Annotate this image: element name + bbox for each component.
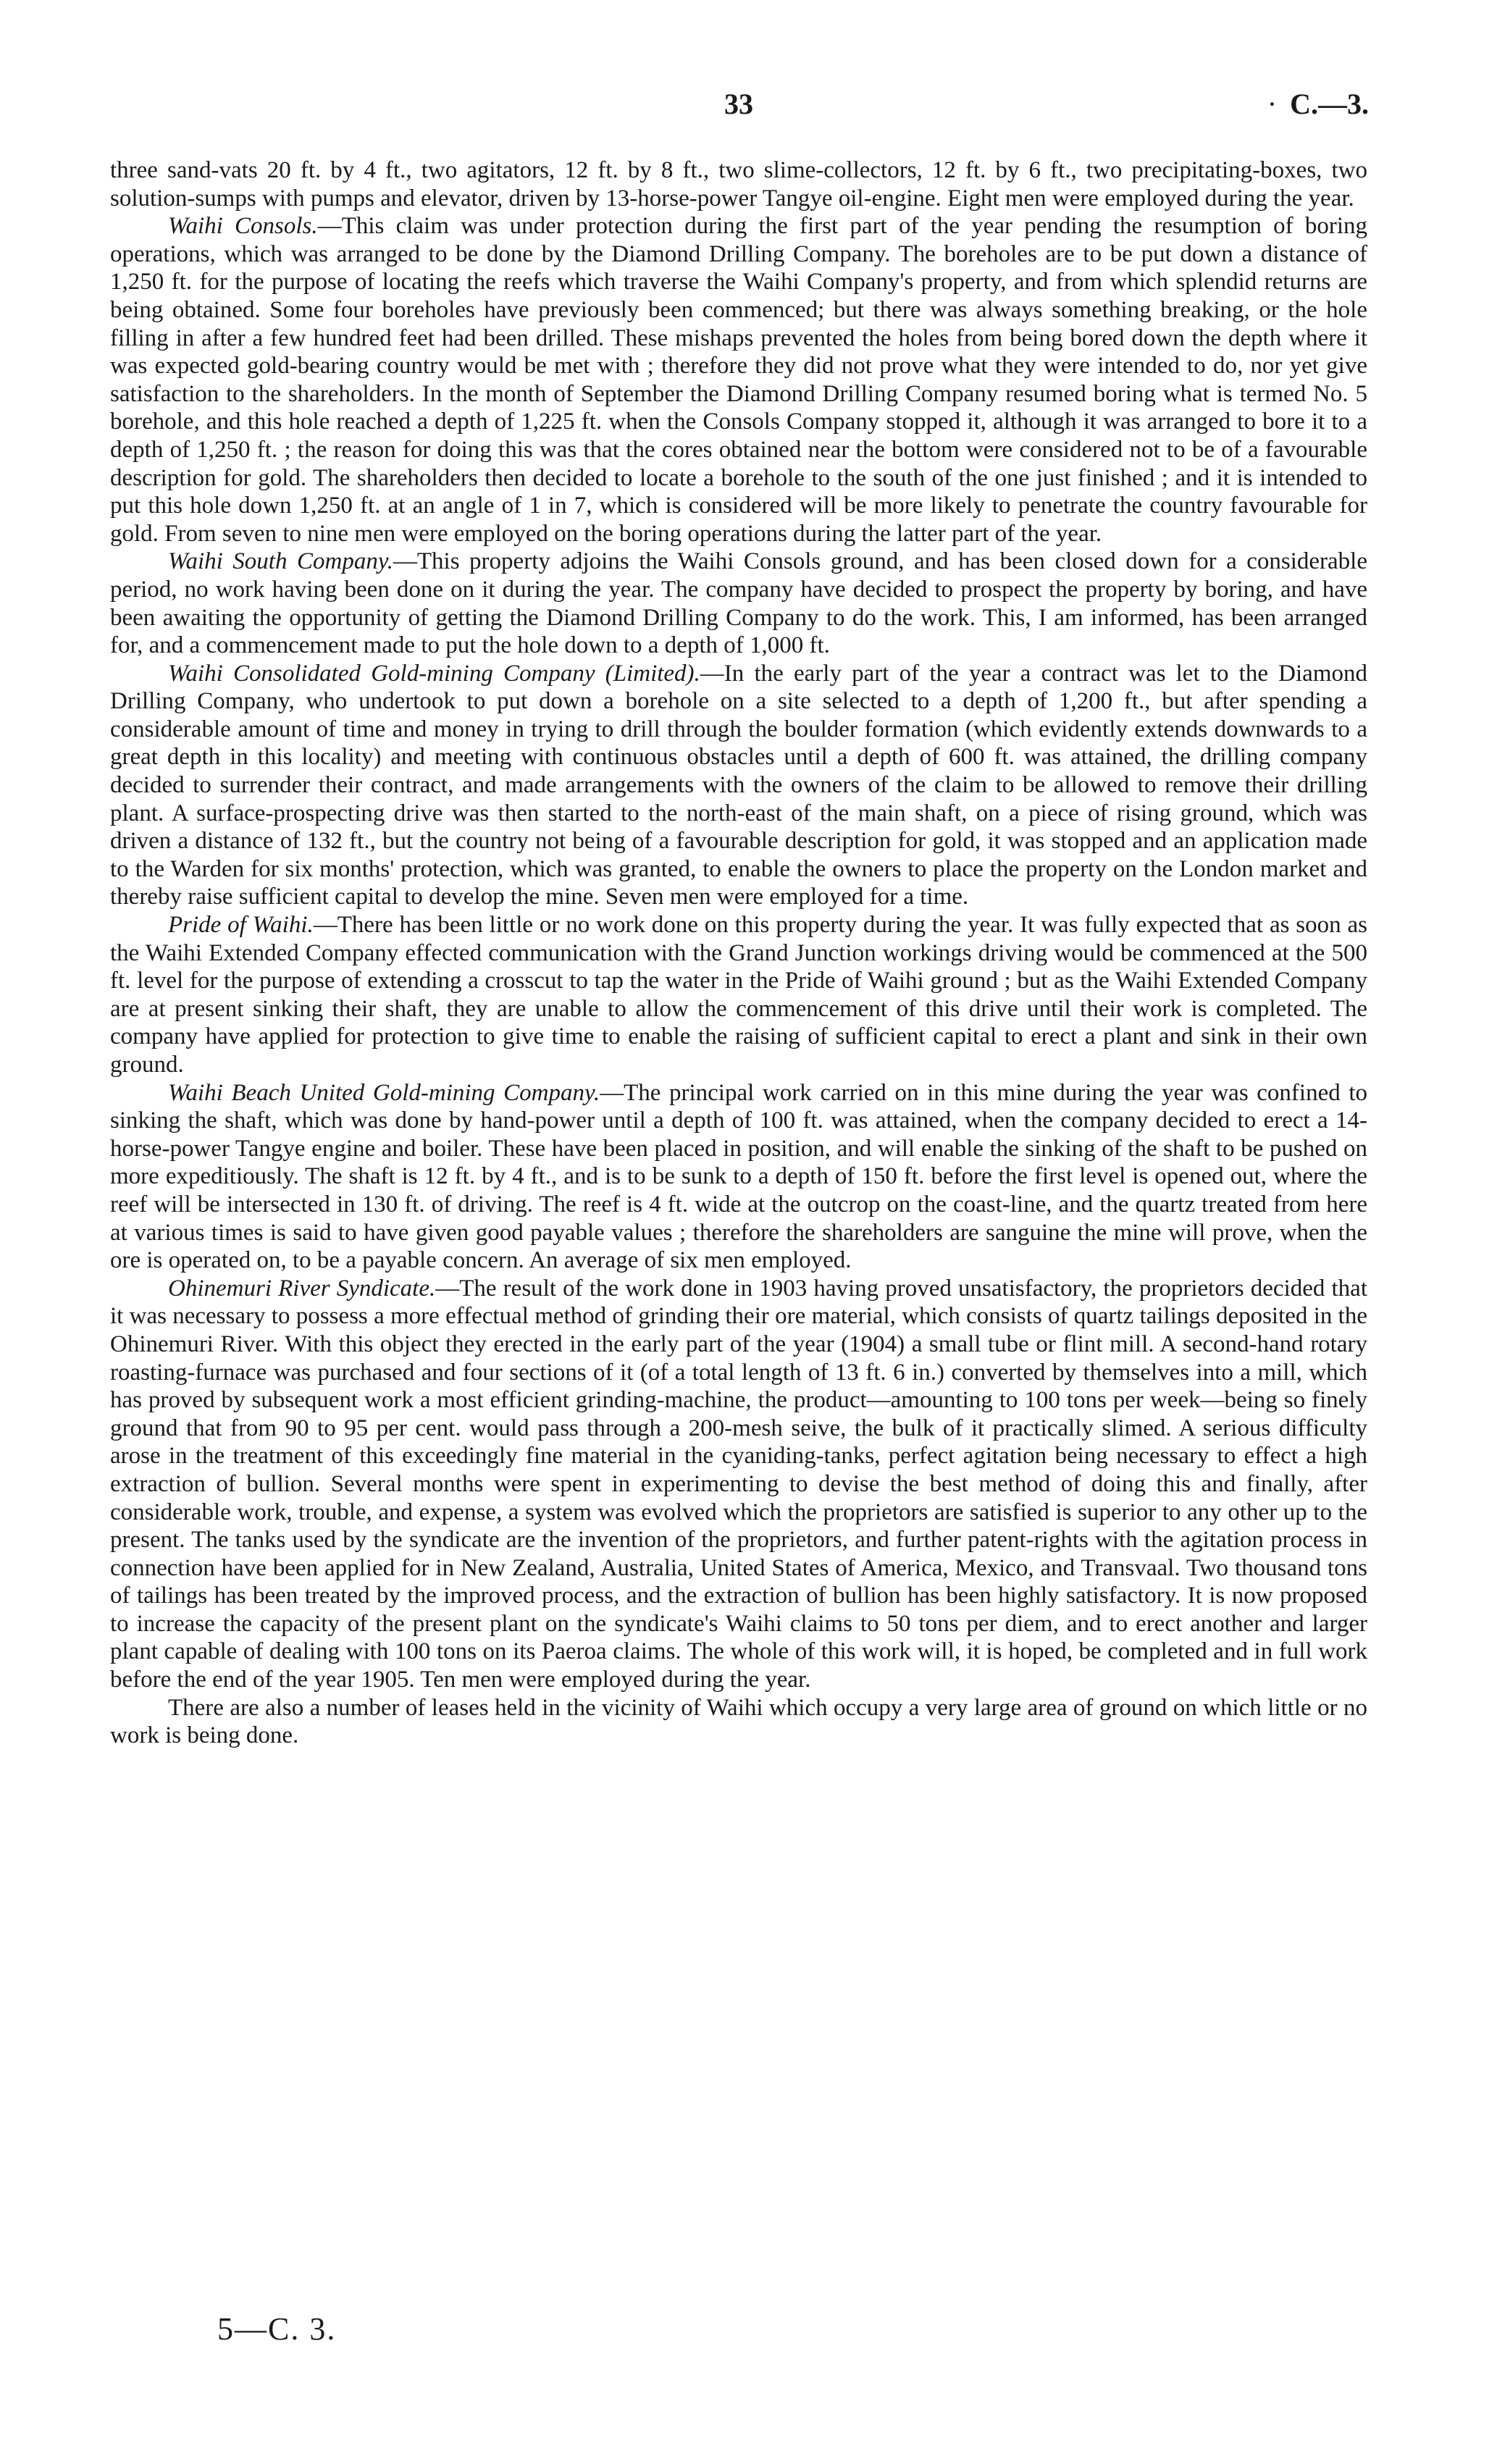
header-dot: · <box>1267 88 1278 120</box>
paragraph-text: —This property adjoins the Waihi Consols ground, and has been closed down for a considerable period, no work having been done on it during the year. The company have decided to prospect the property by boring, and have been awaiting the opportunity of getting the Diamond Drilling Company to do the work. This, I am informed, has been arranged for, and a commencement made to put the hole down to a depth of 1,000 ft. <box>110 548 1367 659</box>
paragraph-waihi-beach-united <box>110 1079 1367 1275</box>
document-reference-text: C.—3. <box>1290 88 1369 120</box>
signature-mark: 5—C. 3. <box>217 2311 337 2347</box>
paragraph-waihi-south <box>110 548 1367 659</box>
paragraph-text: There are also a number of leases held in the vicinity of Waihi which occupy a very large area of ground on which little or no work is being done. <box>110 1694 1367 1749</box>
section-heading: Waihi Beach United Gold-mining Company. <box>168 1079 600 1106</box>
section-heading: Waihi South Company. <box>168 548 393 575</box>
page-header <box>109 87 1369 130</box>
paragraph-text: —There has been little or no work done on this property during the year. It was fully expected that as soon as the Waihi Extended Company effected communication with the Grand Junction workings driving would be commenced at the 500 ft. level for the purpose of extending a crosscut to tap the water in the Pride of Waihi ground ; but as the Waihi Extended Company are at present sinking their shaft, they are unable to allow the commencement of this drive until their work is completed. The company have applied for protection to give time to enable the raising of sufficient capital to erect a plant and sink in their own ground. <box>110 912 1367 1078</box>
paragraph-text: —This claim was under protection during the first part of the year pending the resumption of boring operations, which was arranged to be done by the Diamond Drilling Company. The boreholes are to be put down a distance of 1,250 ft. for the purpose of locating the reefs which traverse the Waihi Company's property, and from which splendid returns are being obtained. Some four boreholes have previously been commenced; but there was always something breaking, or the hole filling in after a few hundred feet had been drilled. These mishaps prevented the holes from being bored down the depth where it was expected gold-bearing country would be met with ; therefore they did not prove what they were intended to do, nor yet give satisfaction to the shareholders. In the month of September the Diamond Drilling Company resumed boring what is termed No. 5 borehole, and this hole reached a depth of 1,225 ft. when the Consols Company stopped it, although it was arranged to bore it to a depth of 1,250 ft. ; the reason for doing this was that the cores obtained near the bottom were considered not to be of a favourable description for gold. The shareholders then decided to locate a borehole to the south of the one just finished ; and it is intended to put this hole down 1,250 ft. at an angle of 1 in 7, which is considered will be more likely to penetrate the country favourable for gold. From seven to nine men were employed on the boring operations during the latter part of the year. <box>110 213 1367 547</box>
paragraph-waihi-consols <box>110 212 1367 548</box>
paragraph-leases <box>110 1694 1367 1750</box>
paragraph-waihi-consolidated <box>110 660 1367 911</box>
paragraph-sand-vats <box>110 156 1367 212</box>
page-number: 33 <box>724 88 753 120</box>
section-heading: Pride of Waihi. <box>168 912 314 939</box>
paragraph-text: —The principal work carried on in this mine during the year was confined to sinking the shaft, which was done by hand-power until a depth of 100 ft. was attained, when the company decided to erect a 14-horse-power Tangye engine and boiler. These have been placed in position, and will enable the sinking of the shaft to be pushed on more expeditiously. The shaft is 12 ft. by 4 ft., and is to be sunk to a depth of 150 ft. before the first level is opened out, where the reef will be intersected in 130 ft. of driving. The reef is 4 ft. wide at the outcrop on the coast-line, and the quartz treated from here at various times is said to have given good payable values ; therefore the shareholders are sanguine the mine will prove, when the ore is operated on, to be a payable concern. An average of six men employed. <box>110 1079 1368 1274</box>
document-reference <box>1267 87 1369 121</box>
paragraph-text: —The result of the work done in 1903 having proved unsatisfactory, the proprietors decided that it was necessary to possess a more effectual method of grinding their ore material, which consists of quartz tailings deposited in the Ohinemuri River. With this object they erected in the early part of the year (1904) a small tube or flint mill. A second-hand rotary roasting-furnace was purchased and four sections of it (of a total length of 13 ft. 6 in.) converted by themselves into a mill, which has proved by subsequent work a most efficient grinding-machine, the product—amounting to 100 tons per week—being so finely ground that from 90 to 95 per cent. would pass through a 200-mesh seive, the bulk of it practically slimed. A serious difficulty arose in the treatment of this exceedingly fine material in the cyaniding-tanks, perfect agitation being necessary to effect a high extraction of bullion. Several months were spent in experimenting to devise the best method of doing this and finally, after considerable work, trouble, and expense, a system was evolved which the proprietors are satisfied is superior to any other up to the present. The tanks used by the syndicate are the invention of the proprietors, and further patent-rights with the agitation process in connection have been applied for in New Zealand, Australia, United States of America, Mexico, and Transvaal. Two thousand tons of tailings has been treated by the improved process, and the extraction of bullion has been highly satisfactory. It is now proposed to increase the capacity of the present plant on the syndicate's Waihi claims to 50 tons per diem, and to erect another and larger plant capable of dealing with 100 tons on its Paeroa claims. The whole of this work will, it is hoped, be completed and in full work before the end of the year 1905. Ten men were employed during the year. <box>110 1275 1367 1693</box>
report-body <box>110 156 1367 1750</box>
paragraph-pride-of-waihi <box>110 911 1367 1079</box>
section-heading: Waihi Consols. <box>168 213 318 240</box>
paragraph-text: three sand-vats 20 ft. by 4 ft., two agitators, 12 ft. by 8 ft., two slime-collectors, 12 ft. by 6 ft., two precipitating-boxes, two solution-sumps with pumps and elevator, driven by 13-horse-power Tangye oil-engine. Eight men were employed during the year. <box>110 157 1367 211</box>
section-heading: Ohinemuri River Syndicate. <box>168 1275 436 1302</box>
paragraph-text: —In the early part of the year a contract was let to the Diamond Drilling Company, who undertook to put down a borehole on a site selected to a depth of 1,200 ft., but after spending a considerable amount of time and money in trying to drill through the boulder formation (which evidently extends downwards to a great depth in this locality) and meeting with continuous obstacles until a depth of 600 ft. was attained, the drilling company decided to surrender their contract, and made arrangements with the owners of the claim to be allowed to remove their drilling plant. A surface-prospecting drive was then started to the north-east of the main shaft, on a piece of rising ground, which was driven a distance of 132 ft., but the country not being of a favourable description for gold, it was stopped and an application made to the Warden for six months' protection, which was granted, to enable the owners to place the property on the London market and thereby raise sufficient capital to develop the mine. Seven men were employed for a time. <box>110 660 1367 910</box>
section-heading: Waihi Consolidated Gold-mining Company (Limited). <box>168 660 700 687</box>
paragraph-ohinemuri-river <box>110 1275 1367 1694</box>
